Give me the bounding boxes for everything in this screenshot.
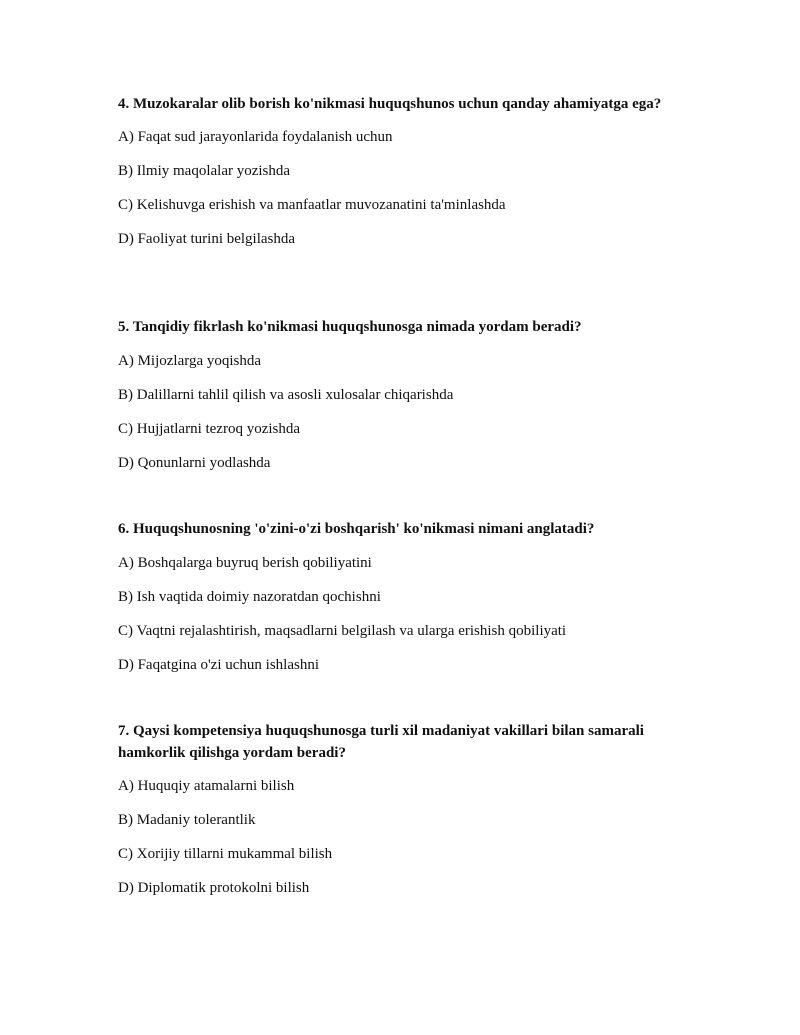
question-title: 5. Tanqidiy fikrlash ko'nikmasi huquqshunosga nimada yordam beradi? (118, 319, 582, 335)
answer-option-d: D) Diplomatik protokolni bilish (118, 880, 310, 896)
answer-option-b: B) Madaniy tolerantlik (118, 812, 256, 828)
question-4 (118, 93, 688, 248)
answer-option-d: D) Qonunlarni yodlashda (118, 455, 271, 471)
answer-option-d: D) Faoliyat turini belgilashda (118, 231, 296, 247)
question-5 (118, 316, 688, 472)
question-title: 4. Muzokaralar olib borish ko'nikmasi huquqshunos uchun qanday ahamiyatga ega? (118, 96, 662, 112)
question-title: 7. Qaysi kompetensiya huquqshunosga turli xil madaniyat vakillari bilan samarali hamkorlik qilishga yordam beradi? (118, 723, 644, 761)
answer-option-c: C) Hujjatlarni tezroq yozishda (118, 421, 301, 437)
answer-option-b: B) Dalillarni tahlil qilish va asosli xulosalar chiqarishda (118, 387, 454, 403)
answer-option-a: A) Boshqalarga buyruq berish qobiliyatini (118, 555, 372, 571)
answer-option-d: D) Faqatgina o'zi uchun ishlashni (118, 657, 319, 673)
question-title: 6. Huquqshunosning 'o'zini-o'zi boshqarish' ko'nikmasi nimani anglatadi? (118, 521, 595, 537)
answer-option-a: A) Faqat sud jarayonlarida foydalanish uchun (118, 129, 393, 145)
question-7 (118, 720, 688, 897)
answer-option-b: B) Ish vaqtida doimiy nazoratdan qochishni (118, 589, 381, 605)
answer-option-a: A) Huquqiy atamalarni bilish (118, 778, 295, 794)
answer-option-c: C) Kelishuvga erishish va manfaatlar muvozanatini ta'minlashda (118, 197, 506, 213)
answer-option-b: B) Ilmiy maqolalar yozishda (118, 163, 291, 179)
answer-option-c: C) Xorijiy tillarni mukammal bilish (118, 846, 333, 862)
answer-option-a: A) Mijozlarga yoqishda (118, 353, 262, 369)
answer-option-c: C) Vaqtni rejalashtirish, maqsadlarni belgilash va ularga erishish qobiliyati (118, 623, 567, 639)
question-6 (118, 518, 688, 674)
